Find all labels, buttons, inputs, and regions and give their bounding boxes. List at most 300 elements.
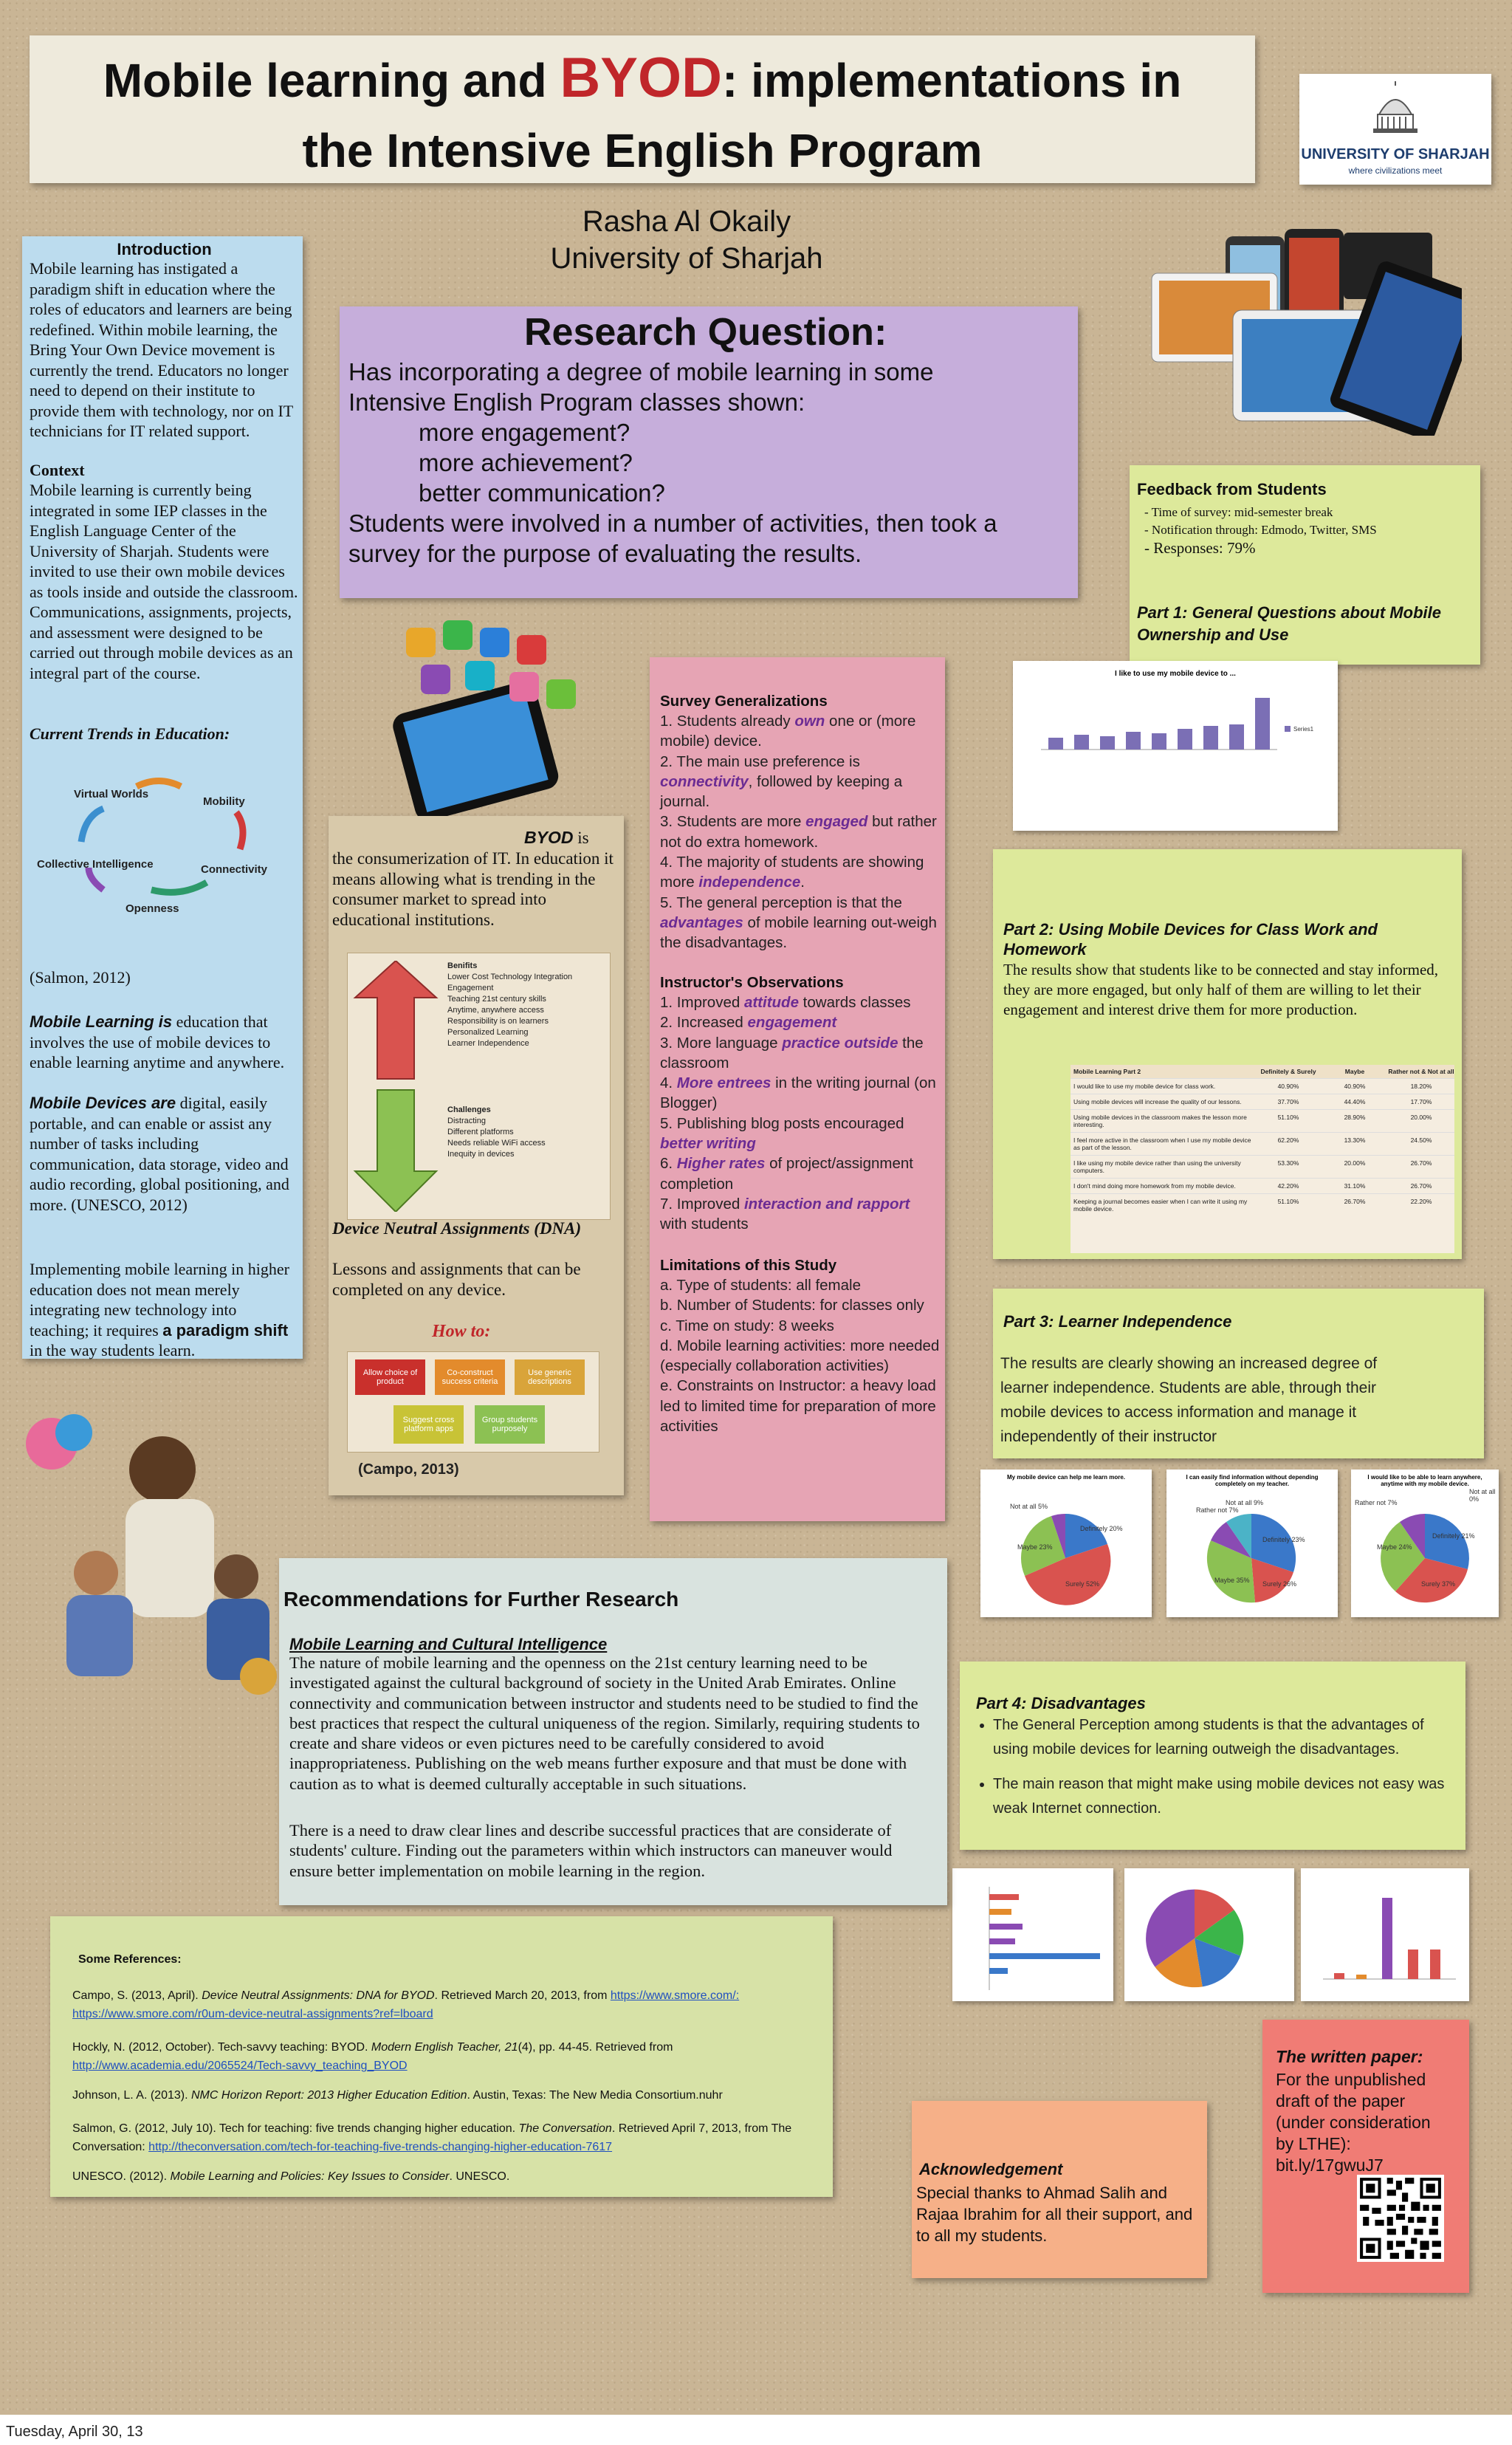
table-cell: 24.50% — [1410, 1136, 1432, 1144]
research-question-panel — [340, 306, 1078, 598]
text: The Conversation — [518, 2122, 612, 2135]
feedback-item: - Notification through: Edmodo, Twitter, SMS — [1144, 523, 1377, 537]
benefits-list — [447, 961, 572, 1049]
part4-pie-chart — [1124, 1868, 1294, 2001]
pie-label: Maybe 23% — [1017, 1543, 1053, 1551]
text: . Retrieved April 7, 2013, from The Conversation: — [72, 2122, 792, 2153]
table-cell: 51.10% — [1277, 1198, 1299, 1205]
benefit-item: Anytime, anywhere access — [447, 1006, 544, 1015]
text: . Austin, Texas: The New Media Consortium.nuhr — [467, 2089, 723, 2102]
poster-title — [30, 35, 1255, 186]
byod-definition: the consumerization of IT. In education it means allowing what is trending in the consumer market to spread into educational institutions. — [332, 849, 614, 929]
emphasis: practice outside — [782, 1034, 898, 1052]
text: but rather not do extra homework. — [660, 813, 937, 851]
table-cell: 18.20% — [1410, 1083, 1432, 1090]
part4-bullet: • The General Perception among students is that the advantages of using mobile devices for learning outweigh the disadvantages. — [993, 1713, 1451, 1762]
howto-box: Group students purposely — [475, 1405, 545, 1444]
cycle-arrow — [137, 781, 181, 787]
bar — [1334, 1973, 1344, 1979]
app-icon — [480, 628, 509, 657]
survey-gen-list — [660, 711, 941, 953]
context-body: Mobile learning is currently being integrated in some IEP classes in the English Language Center of the University of Sharjah. Students were invited to use their own mobile devices as tools inside and outside the classroom. Communications, assignments, projects, and assessment were designed to be carried out through mobile devices as an integral part of the course. — [30, 481, 298, 682]
limitation-item: e. Constraints on Instructor: a heavy load led to limited time for preparation of more activities — [660, 1377, 936, 1436]
table-cell: 26.70% — [1410, 1182, 1432, 1190]
pie-label: Not at all 9% — [1226, 1499, 1264, 1506]
part2-table — [1071, 1065, 1454, 1253]
part4-columns — [1308, 1883, 1463, 1994]
part3-body: The results are clearly showing an increased degree of learner independence. Students are able, through their mobile devices to access information and manage it independently of their instructor — [1000, 1355, 1378, 1445]
mobile-devices-definition — [30, 1093, 299, 1215]
limitation-item: a. Type of students: all female — [660, 1277, 861, 1294]
text: one or (more mobile) device. — [660, 713, 916, 750]
pie-label: Rather not 7% — [1355, 1499, 1398, 1506]
cycle-arrow — [89, 868, 103, 890]
recommendations-body: The nature of mobile learning and the openness on the 21st century learning need to be investigated against the cultural background of society in the United Arab Emirates. Online connectivity and communication between instructor and students need to be studied to find the best practices that respect the cultural uniqueness of the region. Similarly, requiring students to create and share videos or even pictures need to be carefully considered to avoid inappropriateness. Publishing on the web means further exposure and that must be done with caution as to what is deemed culturally acceptable in such situations. — [289, 1653, 920, 1793]
references-heading: Some References: — [78, 1953, 182, 1966]
table-cell: 26.70% — [1410, 1159, 1432, 1167]
text: Hockly, N. (2012, October). Tech-savvy teaching: BYOD. — [72, 2041, 371, 2054]
phone-apps-illustration — [347, 613, 613, 820]
table-header-cell: Mobile Learning Part 2 — [1073, 1068, 1141, 1075]
text: of project/assignment completion — [660, 1155, 913, 1193]
bar — [989, 1953, 1100, 1959]
cycle-arrow — [151, 882, 207, 892]
text: Salmon, G. (2012, July 10). Tech for teaching: five trends changing higher education. — [72, 2122, 519, 2135]
survey-gen-item — [660, 852, 941, 893]
emphasis: Higher rates — [676, 1155, 766, 1173]
table-row — [1071, 1155, 1454, 1178]
howto-box: Use generic descriptions — [515, 1359, 585, 1395]
howto-box: Co-construct success criteria — [435, 1359, 505, 1395]
recommendations-body-2: There is a need to draw clear lines and describe successful practices that are considerate of students' culture. Finding out the parameters within which instructors can maneuver would ensure better implementation on mobile learning in the region. — [289, 1821, 893, 1880]
text: Campo, S. (2013, April). — [72, 1989, 202, 2002]
text: 3. More language — [660, 1034, 783, 1052]
university-tagline: where civilizations meet — [1348, 165, 1443, 176]
bar — [989, 1968, 1008, 1974]
bar — [989, 1924, 1023, 1930]
bar — [1178, 729, 1192, 750]
bar — [1255, 698, 1270, 750]
table-cell: Keeping a journal becomes easier when I can write it using my mobile device. — [1073, 1198, 1248, 1213]
survey-gen-item — [660, 752, 941, 812]
term: Mobile Learning is — [30, 1012, 173, 1031]
cycle-arrow — [81, 809, 103, 842]
pie-label: Not at all 5% — [1010, 1503, 1048, 1510]
challenges-heading: Challenges — [447, 1105, 491, 1114]
benefit-item: Responsibility is on learners — [447, 1017, 549, 1026]
reference-link[interactable]: http://www.academia.edu/2065524/Tech-savvy_teaching_BYOD — [72, 2060, 408, 2072]
observation-item — [660, 1033, 941, 1074]
bar — [989, 1938, 1015, 1944]
app-icon — [517, 635, 546, 665]
benefit-item: Personalized Learning — [447, 1028, 529, 1037]
intro-heading-text: Introduction — [117, 240, 212, 258]
research-question-body — [348, 357, 997, 569]
term: BYOD — [524, 828, 574, 847]
limitations-heading: Limitations of this Study — [660, 1257, 837, 1274]
part2-panel — [993, 849, 1462, 1259]
title-part: Mobile learning and — [103, 54, 560, 107]
app-icon — [443, 620, 472, 650]
text: , followed by keeping a journal. — [660, 772, 903, 811]
part4-pie — [1139, 1883, 1250, 1994]
text: with students — [660, 1215, 749, 1233]
table-cell: 13.30% — [1344, 1136, 1366, 1144]
table-row — [1071, 1094, 1454, 1109]
table-cell: 44.40% — [1344, 1098, 1366, 1105]
rq-line: Has incorporating a degree of mobile learning in some — [348, 358, 934, 385]
table-cell: 62.20% — [1277, 1136, 1299, 1144]
title-line2: the Intensive English Program — [302, 124, 983, 177]
author-name: Rasha Al Okaily — [582, 205, 791, 238]
cycle-label-virtual: Virtual Worlds — [74, 788, 149, 800]
text: . — [800, 874, 805, 891]
recommendations-heading: Recommendations for Further Research — [284, 1588, 679, 1611]
bar — [1229, 724, 1244, 750]
text: NMC Horizon Report: 2013 Higher Education Edition — [191, 2089, 467, 2102]
text: Responses: 79% — [1153, 539, 1256, 557]
title-part: : implementations in — [722, 54, 1182, 107]
bar — [989, 1909, 1011, 1915]
emphasis: attitude — [743, 994, 799, 1011]
challenge-item: Distracting — [447, 1117, 486, 1125]
text: Time of survey: mid-semester break — [1151, 505, 1333, 519]
observations-heading: Instructor's Observations — [660, 974, 844, 991]
benefits-challenges-diagram — [347, 953, 611, 1220]
text: 1. Improved — [660, 994, 744, 1011]
benefits-heading: Benifits — [447, 961, 478, 970]
dome-icon — [1366, 81, 1425, 140]
definition: digital, easily portable, and can enable or assist any number of tasks including communication, data storage, video and audio recording, global positioning, and more. (UNESCO, 2012) — [30, 1094, 289, 1214]
table-header-cell: Definitely & Surely — [1260, 1068, 1316, 1075]
pie-graphic — [1196, 1506, 1307, 1610]
bar — [1356, 1975, 1367, 1979]
table-cell: I don't mind doing more homework from my mobile device. — [1073, 1182, 1236, 1190]
byod-term-line — [524, 828, 589, 848]
table-cell: Using mobile devices in the classroom makes the lesson more interesting. — [1073, 1114, 1247, 1128]
reference-item — [72, 2086, 803, 2105]
term: Mobile Devices are — [30, 1094, 176, 1112]
chart-title: I like to use my mobile device to ... — [1115, 670, 1236, 678]
table-cell: 28.90% — [1344, 1114, 1366, 1121]
cycle-label-connectivity: Connectivity — [201, 863, 268, 876]
legend-swatch — [1285, 726, 1291, 732]
text: 5. Publishing blog posts encouraged — [660, 1114, 904, 1132]
benefit-item: Teaching 21st century skills — [447, 995, 546, 1004]
bar — [1100, 736, 1115, 750]
text: 2. The main use preference is — [660, 752, 860, 770]
challenge-item: Inequity in devices — [447, 1150, 515, 1159]
text: 4. — [660, 1074, 677, 1092]
references-panel — [50, 1916, 833, 2197]
howto-box: Allow choice of product — [355, 1359, 425, 1395]
table-row — [1071, 1132, 1454, 1155]
trends-cycle-diagram — [30, 746, 295, 916]
feedback-heading: Feedback from Students — [1137, 480, 1327, 498]
table-cell: 40.90% — [1277, 1083, 1299, 1090]
legend-label: Series1 — [1293, 726, 1314, 733]
table-row — [1071, 1109, 1454, 1132]
limitation-item: b. Number of Students: for classes only — [660, 1297, 924, 1314]
observations-list — [660, 992, 941, 1235]
author-block — [472, 203, 901, 277]
survey-gen-item — [660, 812, 941, 852]
table-cell: 42.20% — [1277, 1182, 1299, 1190]
rq-line: survey for the purpose of evaluating the results. — [348, 540, 862, 567]
pie-label: Surely 26% — [1262, 1580, 1297, 1588]
text: is — [573, 829, 589, 847]
emphasis: More entrees — [676, 1074, 772, 1092]
challenge-item: Different platforms — [447, 1128, 514, 1136]
observation-item — [660, 1153, 941, 1194]
pie-label: Rather not 7% — [1196, 1506, 1239, 1514]
pie-title: I would like to be able to learn anywhere, anytime with my mobile device. — [1367, 1474, 1482, 1487]
challenges-list — [447, 1105, 546, 1160]
table-cell: Using mobile devices will increase the quality of our lessons. — [1073, 1098, 1242, 1105]
cycle-label-text: Collective Intelligence — [37, 858, 154, 871]
survey-gen-item — [660, 893, 941, 953]
title-banner — [30, 35, 1255, 183]
feedback-item: - Responses: 79% — [1144, 539, 1256, 557]
pie-label: Surely 52% — [1065, 1580, 1100, 1588]
howto-heading: How to: — [432, 1322, 491, 1341]
trends-heading: Current Trends in Education: — [30, 724, 230, 743]
cycle-label-collective — [37, 858, 154, 871]
pie-chart-2 — [1166, 1470, 1338, 1617]
pie-label: Not at all 0% — [1469, 1488, 1496, 1503]
part3-panel — [993, 1289, 1484, 1458]
part4-list — [975, 1713, 1451, 1821]
reference-item — [72, 1986, 803, 2023]
app-icon — [509, 672, 539, 702]
table-cell: 20.00% — [1344, 1159, 1366, 1167]
benefit-item: Engagement — [447, 984, 494, 992]
bar — [1430, 1950, 1440, 1979]
table-row — [1071, 1078, 1454, 1094]
pie-graphic — [1010, 1506, 1121, 1610]
text: . UNESCO. — [449, 2170, 510, 2183]
part4-bullet: • The main reason that might make using mobile devices not easy was weak Internet connection. — [993, 1772, 1451, 1821]
pie-label: Maybe 24% — [1377, 1543, 1412, 1551]
written-paper-heading: The written paper: — [1276, 2047, 1423, 2066]
globe-icon — [240, 1658, 277, 1695]
observation-item — [660, 1073, 941, 1114]
university-name: UNIVERSITY OF SHARJAH — [1301, 146, 1490, 162]
howto-box: Suggest cross platform apps — [394, 1405, 464, 1444]
written-paper-body: For the unpublished draft of the paper (under consideration by LTHE): bit.ly/17gwuJ7 — [1276, 2070, 1431, 2175]
feedback-item: - Time of survey: mid-semester break — [1144, 505, 1333, 519]
part4-bars — [960, 1883, 1107, 1994]
pie-chart-1 — [980, 1470, 1152, 1617]
text: (4), pp. 44-45. Retrieved from — [518, 2041, 673, 2054]
table-cell: 26.70% — [1344, 1198, 1366, 1205]
part1-heading: Part 1: General Questions about Mobile Ownership and Use — [1137, 603, 1441, 644]
text: of mobile learning out-weigh the disadvantages. — [660, 913, 937, 952]
text: in the writing journal (on Blogger) — [660, 1074, 936, 1112]
observation-item — [660, 1114, 941, 1154]
limitation-item: c. Time on study: 8 weeks — [660, 1317, 834, 1334]
reference-link[interactable]: https://www.smore.com/: https://www.smore.com/r0um-device-neutral-assignments?ref=lboard — [72, 1989, 740, 2020]
challenge-item: Needs reliable WiFi access — [447, 1139, 546, 1148]
written-paper-panel — [1262, 2020, 1469, 2293]
app-icon — [421, 665, 450, 694]
bar — [1126, 732, 1141, 750]
feedback-list — [1144, 504, 1377, 557]
footer-date: Tuesday, April 30, 13 — [6, 2424, 143, 2440]
table-cell: 53.30% — [1277, 1159, 1299, 1167]
bar — [1048, 738, 1063, 750]
part2-heading: Part 2: Using Mobile Devices for Class Work and Homework — [1003, 920, 1378, 959]
acknowledgement-heading: Acknowledgement — [919, 2160, 1063, 2178]
table-cell: 31.10% — [1344, 1182, 1366, 1190]
part4-column-chart — [1301, 1868, 1469, 2001]
benefit-item: Lower Cost Technology Integration — [447, 973, 573, 981]
table-cell: I like using my mobile device rather than using the university computers. — [1073, 1159, 1241, 1174]
intro-body: Mobile learning has instigated a paradigm shift in education where the roles of educators and learners are being redefined. Within mobile learning, the Bring Your Own Device movement is currently the trend. Educators no longer need to depend on their institute to provide them with technology, nor on IT technicians for IT related support. — [30, 259, 293, 440]
pie-chart-3 — [1351, 1470, 1499, 1617]
feedback-panel — [1130, 465, 1480, 665]
observation-item — [660, 992, 941, 1012]
introduction-panel — [22, 236, 303, 1359]
observation-item — [660, 1012, 941, 1032]
table-cell: I feel more active in the classroom when I use my mobile device as part of the lesson. — [1073, 1136, 1251, 1151]
cycle-label-mobility: Mobility — [203, 795, 245, 808]
table-row — [1071, 1193, 1454, 1216]
pie-graphic — [1370, 1506, 1480, 1610]
app-icon — [406, 628, 436, 657]
observation-item — [660, 1194, 941, 1235]
table-header — [1071, 1065, 1454, 1078]
pie-title: My mobile device can help me learn more. — [1006, 1474, 1126, 1481]
emphasis: advantages — [660, 913, 743, 931]
table-cell: 22.20% — [1410, 1198, 1432, 1205]
emphasis: independence — [698, 874, 801, 891]
table-cell: 37.70% — [1277, 1098, 1299, 1105]
pie-label: Surely 37% — [1421, 1580, 1456, 1588]
part4-panel — [960, 1662, 1465, 1850]
survey-gen-heading: Survey Generalizations — [660, 693, 828, 710]
table-cell: I would like to use my mobile device for class work. — [1073, 1083, 1216, 1090]
limitations-list — [660, 1275, 941, 1436]
emphasis: better writing — [660, 1135, 756, 1153]
pie-label: Definitely 21% — [1432, 1532, 1475, 1540]
emphasis: engagement — [747, 1014, 837, 1032]
pie-label: Definitely 20% — [1080, 1525, 1123, 1532]
emphasis: a paradigm shift — [162, 1320, 289, 1340]
text: Mobile Learning and Policies: Key Issues to Consider — [170, 2170, 450, 2183]
app-icon — [465, 661, 495, 690]
rq-item: more achievement? — [419, 449, 633, 476]
reference-item — [72, 2167, 803, 2186]
emphasis: engaged — [805, 813, 868, 831]
bar — [1203, 726, 1218, 750]
reference-link[interactable]: http://theconversation.com/tech-for-teaching-five-trends-changing-higher-education-7617 — [148, 2141, 613, 2153]
dna-body: Lessons and assignments that can be completed on any device. — [332, 1260, 581, 1299]
text: 5. The general perception is that the — [660, 894, 902, 911]
pie-title: I can easily find information without depending completely on my teacher. — [1186, 1474, 1319, 1487]
text: towards classes — [798, 994, 911, 1011]
paradigm-shift-note — [30, 1259, 299, 1361]
acknowledgement-body: Special thanks to Ahmad Salih and Rajaa Ibrahim for all their support, and to all my students. — [916, 2184, 1193, 2245]
text: Implementing mobile learning in higher education does not mean merely integrating new technology into teaching; it requires — [30, 1260, 289, 1340]
table-header-cell: Maybe — [1344, 1068, 1365, 1075]
text: UNESCO. (2012). — [72, 2170, 171, 2183]
text: 1. Students already — [660, 713, 795, 730]
rq-line: Students were involved in a number of activities, then took a — [348, 510, 997, 537]
part1-bars — [1019, 683, 1329, 823]
cycle-label-openness: Openness — [126, 902, 179, 915]
research-question-heading: Research Question: — [524, 311, 887, 354]
reference-item — [72, 2038, 803, 2075]
bar — [1382, 1898, 1392, 1979]
table-cell: 17.70% — [1410, 1098, 1432, 1105]
title-byod: BYOD — [560, 47, 722, 109]
text: in the way students learn. — [30, 1341, 196, 1359]
arrows-icon — [351, 961, 440, 1212]
text: 2. Increased — [660, 1014, 748, 1032]
bar — [1408, 1950, 1418, 1979]
text: Device Neutral Assignments: DNA for BYOD — [202, 1989, 435, 2002]
reference-item — [72, 2119, 803, 2156]
bar — [1074, 735, 1089, 750]
devices-illustration — [1137, 229, 1462, 436]
pie-label: Maybe 35% — [1214, 1577, 1250, 1584]
rq-item: more engagement? — [419, 419, 630, 446]
part3-heading: Part 3: Learner Independence — [1003, 1312, 1232, 1331]
emphasis: connectivity — [660, 772, 749, 790]
author-affiliation: University of Sharjah — [550, 242, 823, 275]
survey-gen-item — [660, 711, 941, 752]
qr-code-icon[interactable] — [1357, 2175, 1444, 2262]
table-cell: 40.90% — [1344, 1083, 1366, 1090]
text: 6. — [660, 1155, 677, 1173]
text: Johnson, L. A. (2013). — [72, 2089, 191, 2102]
text: Notification through: Edmodo, Twitter, SMS — [1151, 523, 1377, 537]
text: the classroom — [660, 1034, 924, 1071]
text: . Retrieved March 20, 2013, from — [434, 1989, 611, 2002]
emphasis: interaction and rapport — [743, 1195, 910, 1213]
part4-bar-chart — [952, 1868, 1113, 2001]
text: 3. Students are more — [660, 813, 806, 831]
benefit-item: Learner Independence — [447, 1039, 529, 1048]
survey-panel — [650, 657, 945, 1521]
recommendations-panel — [279, 1558, 947, 1905]
salmon-citation: (Salmon, 2012) — [30, 968, 131, 987]
limitation-item: d. Mobile learning activities: more needed (especially collaboration activities) — [660, 1337, 940, 1375]
part2-body: The results show that students like to be connected and stay informed, they are more engaged, but only half of them are willing to let their engagement and interest drive them for more production. — [1003, 961, 1439, 1018]
text: 7. Improved — [660, 1195, 744, 1213]
table-row — [1071, 1178, 1454, 1193]
rq-line: Intensive English Program classes shown: — [348, 388, 805, 416]
text: Modern English Teacher, 21 — [371, 2041, 518, 2054]
table-cell: 51.10% — [1277, 1114, 1299, 1121]
emphasis: own — [794, 713, 825, 730]
app-icon — [546, 679, 576, 709]
howto-diagram — [347, 1351, 599, 1453]
part4-heading: Part 4: Disadvantages — [976, 1694, 1146, 1712]
rq-item: better communication? — [419, 479, 665, 507]
university-logo — [1299, 74, 1491, 185]
part1-chart — [1013, 661, 1338, 831]
campo-citation: (Campo, 2013) — [358, 1461, 459, 1478]
definition: education that involves the use of mobile devices to enable learning anytime and anywhere. — [30, 1012, 285, 1071]
students-photo — [15, 1403, 281, 1698]
bar — [989, 1894, 1019, 1900]
bar — [1152, 733, 1166, 750]
balloon-icon — [55, 1414, 92, 1451]
intro-heading — [30, 239, 299, 260]
context-heading: Context — [30, 461, 85, 479]
